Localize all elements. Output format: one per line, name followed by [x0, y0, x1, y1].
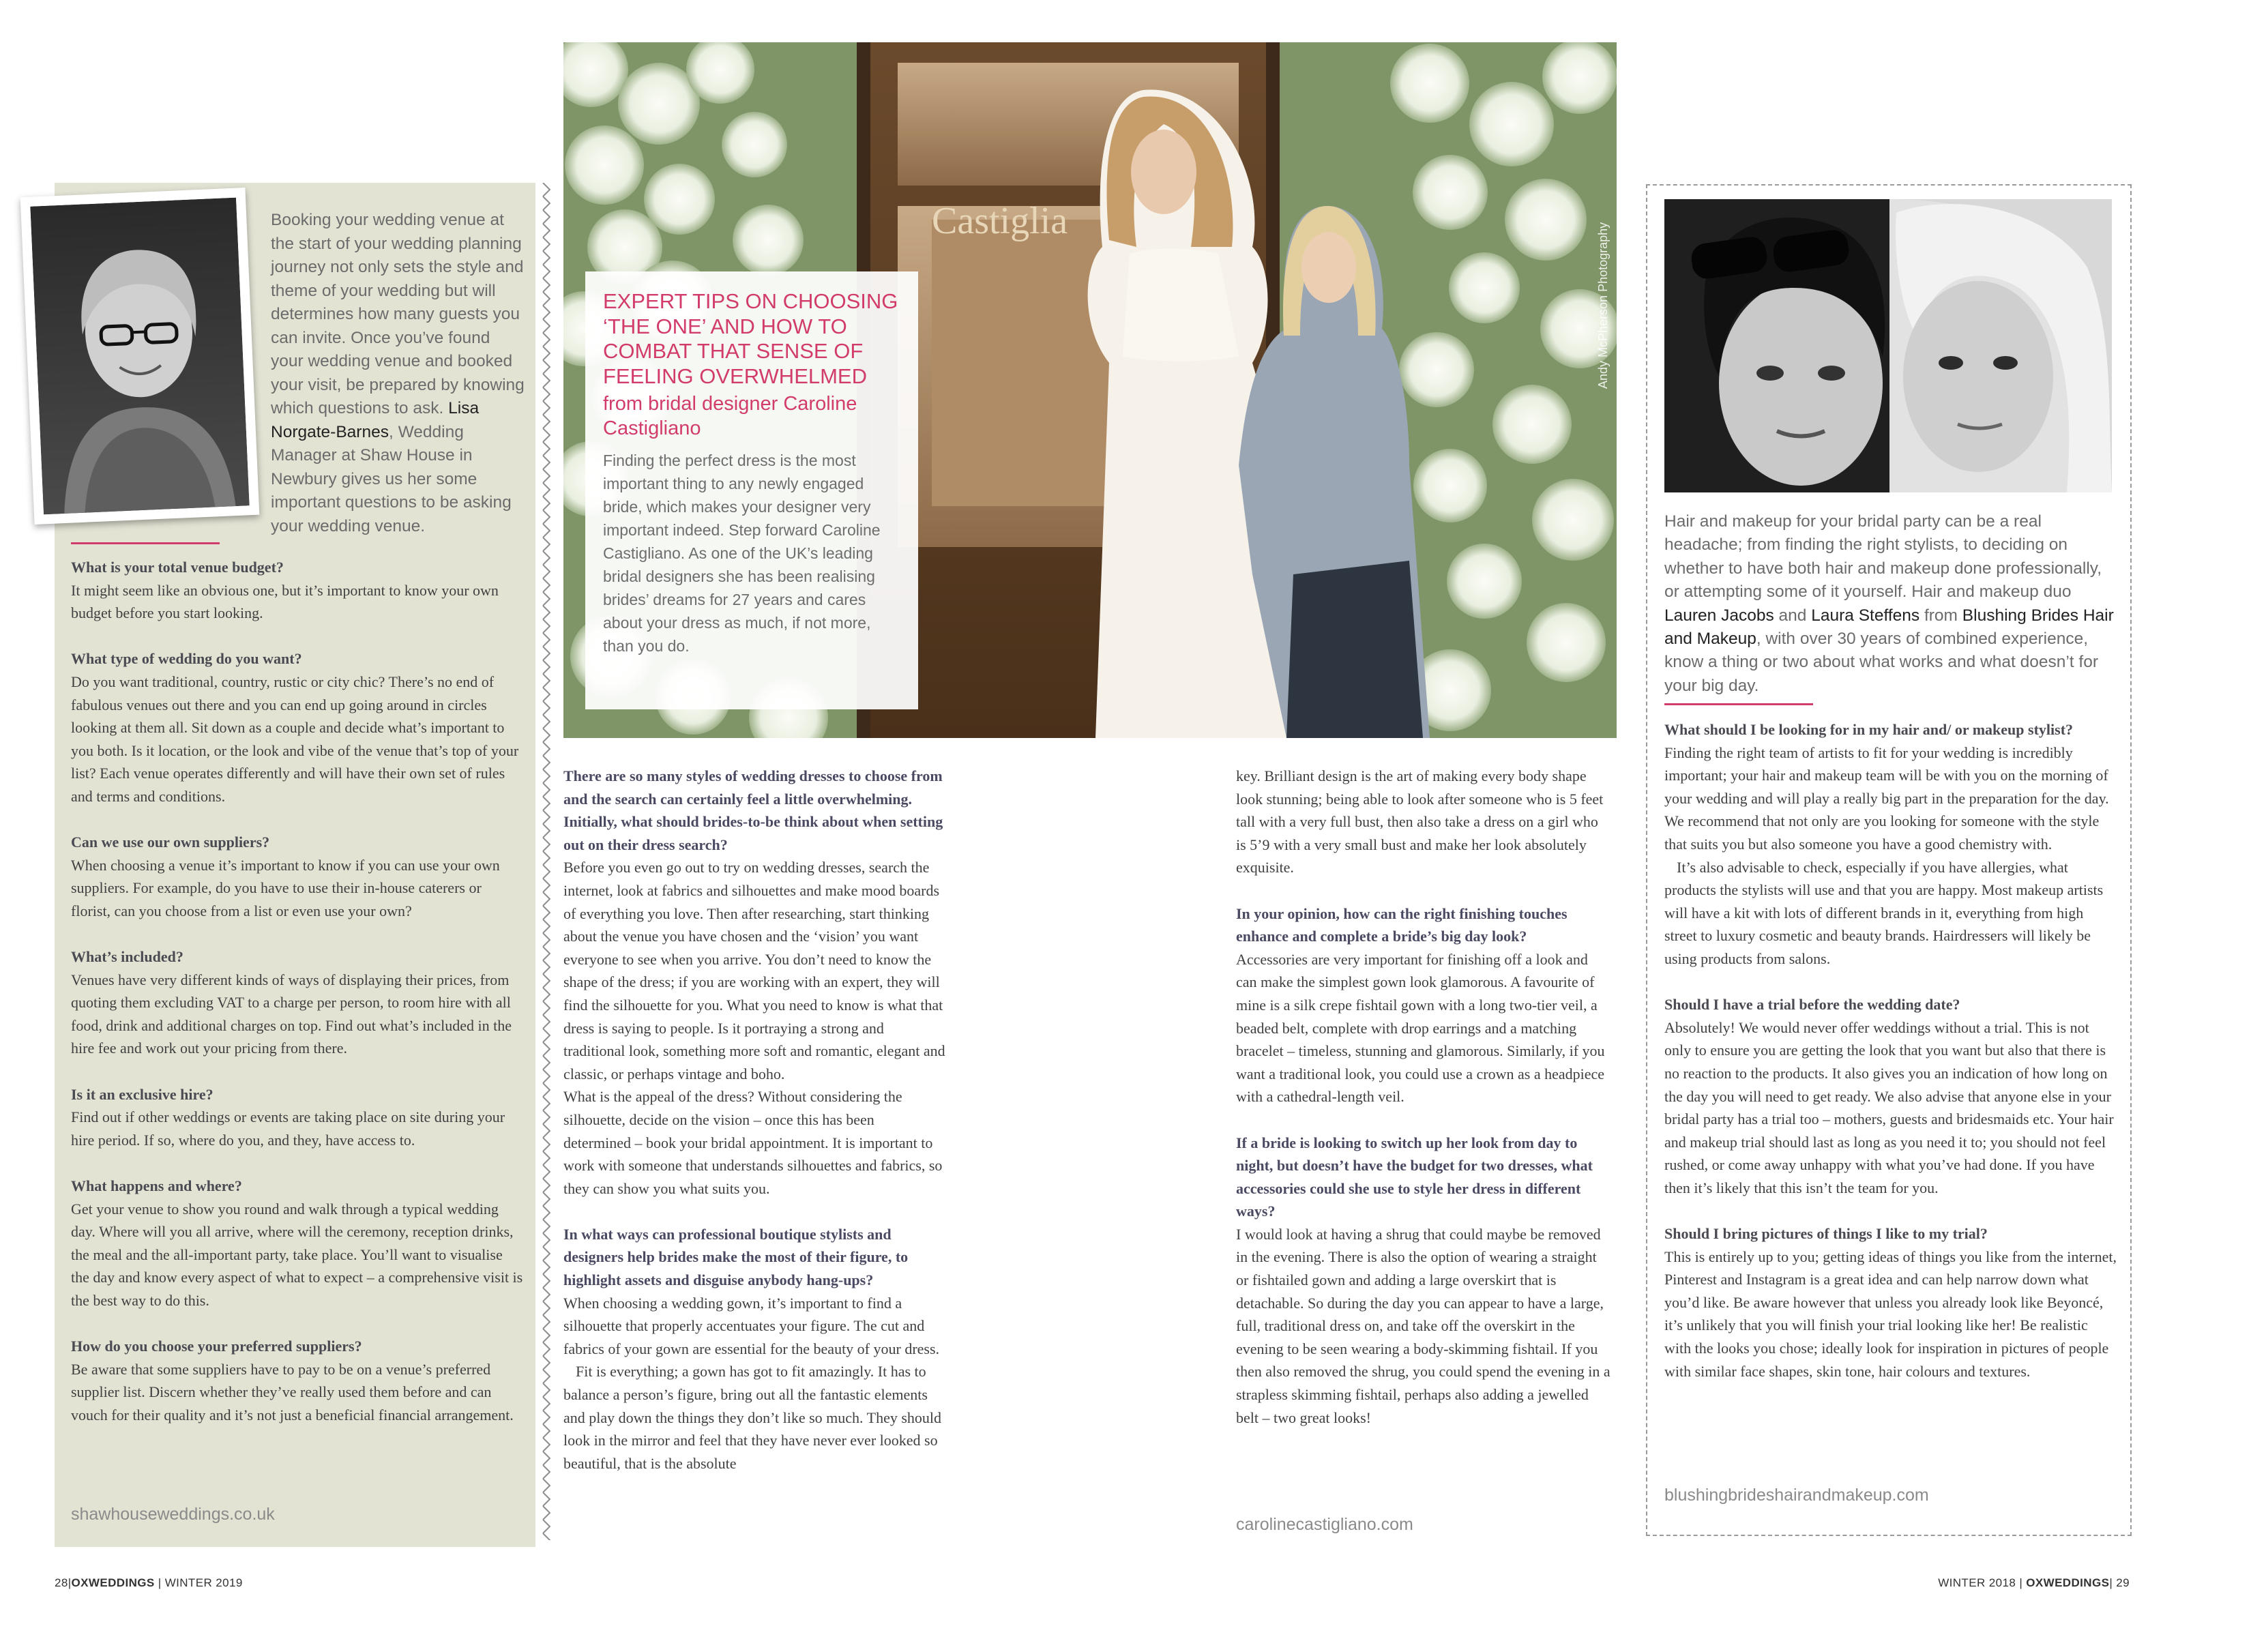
question: Should I have a trial before the wedding date?	[1664, 996, 1960, 1014]
question: If a bride is looking to switch up her look from day to night, but doesn’t have the budget for two dresses, what accessories could she use to style her dress in different ways?	[1236, 1134, 1593, 1220]
answer: Find out if other weddings or events are taking place on site during your hire period. If so, where do you, and they, have access to.	[71, 1108, 505, 1149]
question: What type of wedding do you want?	[71, 650, 302, 668]
qa-item	[71, 647, 525, 808]
qa-item	[71, 945, 525, 1060]
answer: It might seem like an obvious one, but it’s important to know your own budget before you start looking.	[71, 581, 499, 622]
intro-connector: from	[1919, 606, 1962, 625]
qa-item	[71, 1335, 525, 1426]
hair-intro-text: Hair and makeup for your bridal party can be a real headache; from finding the right stylists, to deciding on whether to have both hair and makeup done professionally, or attempting some of it yourself. Hair and makeup duo	[1664, 512, 2102, 602]
magazine-name: OXWEDDINGS	[71, 1576, 155, 1589]
answer: Before you even go out to try on wedding dresses, search the internet, look at fabrics and silhouettes and make mood boards of everything you love. Then after researching, start thinking about the venue you have chosen and the ‘vision’ you want everyone to see when you arrive. You don’t need to know the shape of the dress; if you are working with an expert, they will find the silhouette for you. What you need to know is what that dress is saying to people. Is it portraying a strong and traditional look, something more soft and romantic, elegant and classic, or perhaps vintage and boho.	[563, 859, 945, 1082]
answer: Fit is everything; a gown has got to fit amazingly. It has to balance a person’s figure, bring out all the fantastic elements and play down the things they don’t like so much. They should look in the mirror and feel that they have never ever looked so beautiful, that is the absolute	[563, 1363, 942, 1472]
hair-makeup-questions	[1664, 718, 2118, 1383]
question: Is it an exclusive hire?	[71, 1085, 214, 1103]
duo-image	[1664, 199, 2112, 492]
venue-intro-text: Booking your wedding venue at the start of your wedding planning journey not only sets the style and theme of your wedding but will determines how many guests you can invite. Once you’ve found your wedding venue and booked your visit, be prepared by knowing which questions to ask.	[271, 211, 525, 417]
business-name: Blushing Brides Hair and Makeup	[1664, 606, 2114, 649]
page-number: 29	[2116, 1576, 2130, 1589]
portrait-image	[30, 198, 249, 515]
dress-column-2	[1236, 765, 1611, 1429]
question: What is your total venue budget?	[71, 559, 284, 576]
page-number: 28	[55, 1576, 68, 1589]
separator: |	[158, 1576, 162, 1589]
venue-website-link[interactable]: shawhouseweddings.co.uk	[71, 1505, 275, 1524]
answer: Absolutely! We would never offer weddings without a trial. This is not only to ensure you are getting the look that you want but also that there is no reaction to the products. It also gives you an indication of how long on the day you will need to get ready. We also advise that anyone else in your bridal party has a trial too – mothers, guests and bridesmaids etc. Your hair and makeup trial should last as long as you need it to; you should not feel rushed, or come away unhappy with what you’ve had done. If you have then it’s likely that this isn’t the team for you.	[1664, 1018, 2114, 1196]
answer: Get your venue to show you round and walk through a typical wedding day. Where will you all arrive, where will the ceremony, reception drinks, the meal and the all-important party, take place. You’ll want to visualise the day and know every aspect of what to expect – a comprehensive visit is the best way to do this.	[71, 1200, 523, 1309]
accent-rule	[71, 542, 220, 544]
question: In what ways can professional boutique stylists and designers help brides make the most of their figure, to highlight assets and disguise anybody hang-ups?	[563, 1225, 909, 1289]
feature-subhead: from bridal designer Caroline Castigliano	[603, 393, 857, 439]
hair-intro-text-end: , with over 30 years of combined experience, know a thing or two about what works and what doesn’t for your big day.	[1664, 630, 2098, 695]
qa-item	[71, 1175, 525, 1312]
answer: It’s also advisable to check, especially if you have allergies, what products the stylists will use and that you are happy. Most makeup artists will have a kit with lots of different brands in it, everything from high street to luxury cosmetic and beauty brands. Hairdressers will likely be using products from salons.	[1664, 858, 2104, 967]
footer-left	[55, 1576, 243, 1590]
question: In your opinion, how can the right finishing touches enhance and complete a bride’s big day look?	[1236, 904, 1568, 945]
answer: What is the appeal of the dress? Without considering the silhouette, decide on the vision – once this has been determined – book your bridal appointment. It is important to work with someone that understands silhouettes and fabrics, so they can show you what suits you.	[563, 1088, 943, 1197]
feature-headline: EXPERT TIPS ON CHOOSING ‘THE ONE’ AND HOW TO COMBAT THAT SENSE OF FEELING OVERWHELMED	[603, 289, 898, 388]
answer-continued: key. Brilliant design is the art of making every body shape look stunning; being able to look after someone who is 5 feet tall with a very full bust, then also take a dress on a girl who is 5’9 with a very small bust and make her look absolutely exquisite.	[1236, 767, 1604, 876]
designer-website-link[interactable]: carolinecastigliano.com	[1236, 1515, 1413, 1534]
shop-sign: Castiglia	[932, 200, 1068, 242]
stylist-website-link[interactable]: blushingbrideshairandmakeup.com	[1664, 1486, 1929, 1505]
question: How do you choose your preferred suppliers?	[71, 1338, 362, 1355]
question: What happens and where?	[71, 1177, 242, 1195]
feature-intro: Finding the perfect dress is the most important thing to any newly engaged bride, which makes your designer very important indeed. Step forward Caroline Castigliano. As one of the UK’s leading bridal designers she has been realising brides’ dreams for 27 years and cares about your dress as much, if not more, than you do.	[603, 452, 881, 655]
magazine-name: OXWEDDINGS	[2026, 1576, 2110, 1589]
expert-name-2: Laura Steffens	[1811, 606, 1920, 625]
photo-credit	[1596, 222, 1613, 389]
answer: Do you want traditional, country, rustic or city chic? There’s no end of fabulous venues out there and you can end up going around in circles looking at them all. Sit down as a couple and decide what’s important to you both. Is it location, or the look and vibe of the venue that’s top of your list? Each venue operates differently and will have their own set of rules and terms and conditions.	[71, 673, 519, 805]
answer: I would look at having a shrug that could maybe be removed in the evening. There is also the option of wearing a straight or fishtailed gown and adding a large overskirt that is detachable. So during the day you can appear to have a large, full, traditional dress on, and take off the overskirt in the evening to be seen wearing a body-skimming fishtail. If you then also removed the shrug, you could spend the evening in a strapless skimming fishtail, perhaps also adding a jewelled belt – two great looks!	[1236, 1225, 1610, 1426]
question: What’s included?	[71, 948, 183, 966]
answer: Venues have very different kinds of ways of displaying their prices, from quoting them excluding VAT to a charge per person, to room hire with all food, drink and additional charges on top. Find out what’s included in the hire fee and work out your pricing from there.	[71, 971, 512, 1057]
dress-column-1	[563, 765, 945, 1475]
feature-intro-box	[585, 271, 918, 709]
qa-item	[71, 831, 525, 922]
venue-expert-name: Lisa Norgate-Barnes	[271, 399, 480, 441]
venue-intro	[271, 209, 527, 538]
question: There are so many styles of wedding dresses to choose from and the search can certainly feel a little overwhelming. Initially, what should brides-to-be think about when setting out on their dress search?	[563, 767, 943, 853]
separator: |	[2019, 1576, 2023, 1589]
portrait-photo	[20, 188, 260, 525]
duo-photo	[1664, 199, 2112, 492]
qa-item	[71, 556, 525, 625]
accent-rule	[1664, 703, 1813, 705]
question: What should I be looking for in my hair and/ or makeup stylist?	[1664, 721, 2074, 738]
venue-intro-text-end: , Wedding Manager at Shaw House in Newbury gives us her some important questions to be asking your wedding venue.	[271, 422, 512, 535]
separator: |	[2109, 1576, 2113, 1589]
issue-date: WINTER 2018	[1938, 1576, 2016, 1589]
footer-right	[1938, 1576, 2130, 1590]
question: Should I bring pictures of things I like to my trial?	[1664, 1225, 1988, 1243]
photo-credit-text: Andy McPherson Photography	[1596, 222, 1610, 389]
answer: Finding the right team of artists to fit for your wedding is incredibly important; your hair and makeup team will be with you on the morning of your wedding and will play a really big part in the preparation for the day. We recommend that not only are you looking for someone with the style that suits you but also someone you have a good chemistry with.	[1664, 743, 2109, 853]
answer: Accessories are very important for finishing off a look and can make the simplest gown look glamorous. A favourite of mine is a silk crepe fishtail gown with a long two-tier veil, a beaded belt, complete with drop earrings and a matching bracelet – timeless, stunning and glamorous. Similarly, if you want a traditional look, you could use a crown as a headpiece with a cathedral-length veil.	[1236, 950, 1605, 1106]
answer: When choosing a wedding gown, it’s important to find a silhouette that properly accentuates your figure. The cut and fabrics of your gown are essential for the beauty of your dress.	[563, 1294, 940, 1357]
qa-item	[71, 1083, 525, 1152]
separator: |	[68, 1576, 72, 1589]
answer: This is entirely up to you; getting ideas of things you like from the internet, Pinterest and Instagram is a great idea and can help narrow down what you’d like. Be aware however that unless you already look like Beyoncé, it’s unlikely that you will finish your trial looking like her! Be realistic with the looks you chose; ideally look for inspiration in pictures of people with similar face shapes, skin tone, hair colours and textures.	[1664, 1248, 2117, 1380]
answer: Be aware that some suppliers have to pay to be on a venue’s preferred supplier list. Discern whether they’ve really used them before and can vouch for their quality and it’s not just a beneficial financial arrangement.	[71, 1360, 514, 1424]
venue-questions	[71, 556, 525, 1427]
question: Can we use our own suppliers?	[71, 834, 270, 851]
expert-name-1: Lauren Jacobs	[1664, 606, 1774, 625]
issue-date: WINTER 2019	[164, 1576, 243, 1589]
zigzag-divider-icon	[539, 183, 554, 1540]
intro-connector: and	[1774, 606, 1812, 625]
hair-makeup-intro	[1664, 510, 2115, 698]
answer: When choosing a venue it’s important to know if you can use your own suppliers. For example, do you have to use their in-house caterers or florist, can you choose from a list or even use your own?	[71, 856, 500, 919]
